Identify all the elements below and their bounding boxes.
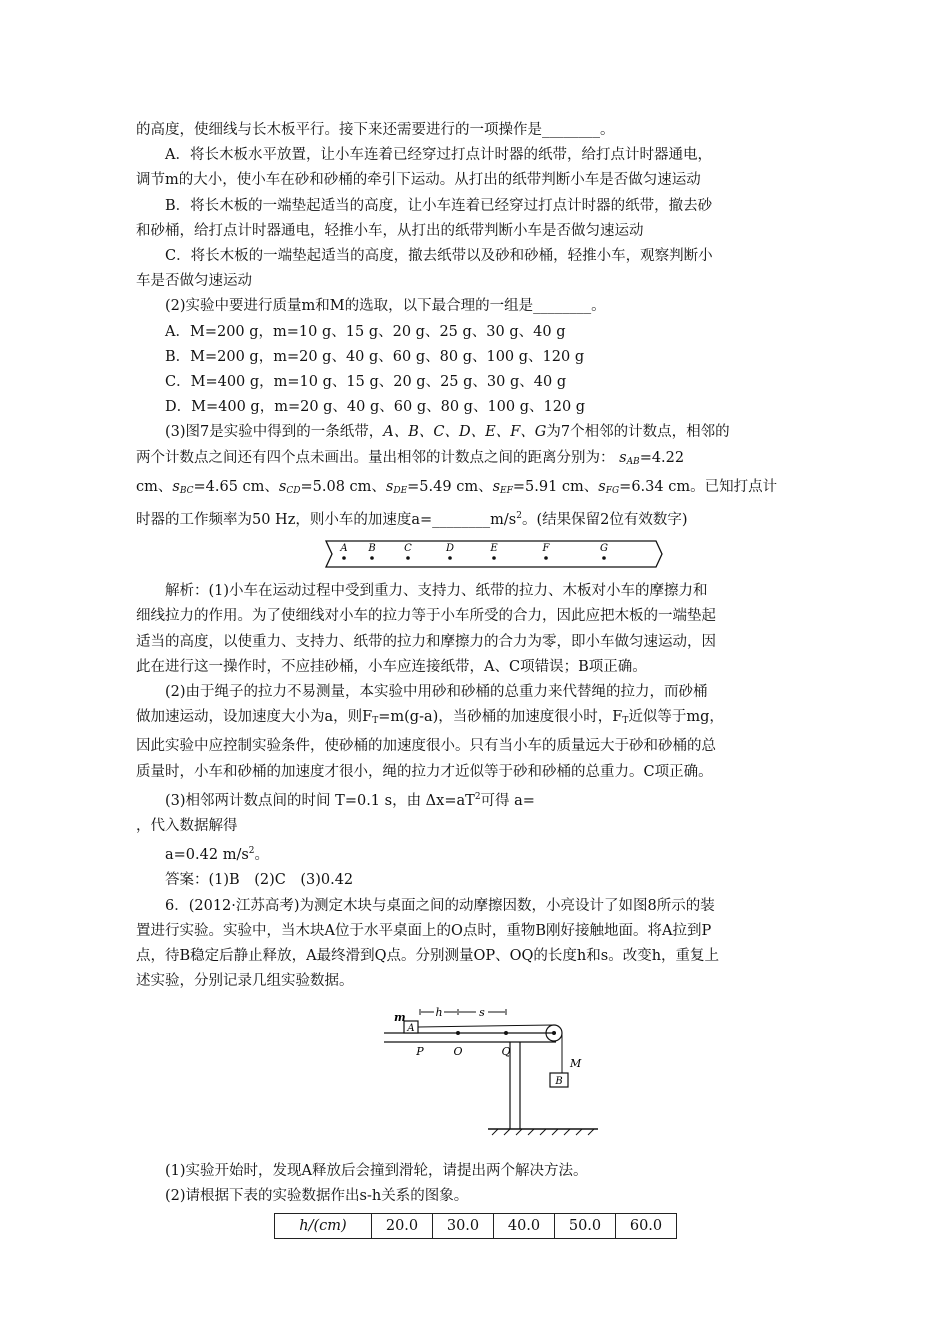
q5-part3-points: A、B、C、D、E、F、G (383, 424, 547, 441)
table-row (275, 1213, 677, 1238)
q5-part2-option-b: B．M=200 g，m=20 g、40 g、60 g、80 g、100 g、120 g (165, 348, 585, 365)
sq-2: 2 (516, 511, 522, 522)
s-bc-sub: BC (179, 485, 194, 496)
analysis-2-line-1: (2)由于绳子的拉力不易测量，本实验中用砂和砂桶的总重力来代替绳的拉力，而砂桶 (165, 684, 708, 701)
point-o (456, 1031, 460, 1035)
paper-tape-svg (136, 537, 816, 571)
analysis-1-line-4: 此在进行这一操作时，不应挂砂桶，小车应连接纸带，A、C项错误；B项正确。 (136, 658, 647, 675)
label-s: s (479, 1005, 485, 1019)
tape-label-d: D (445, 543, 455, 555)
analysis-2-text-a: 做加速运动，设加速度大小为a，则F (136, 709, 373, 726)
q6-line-2: 置进行实验。实验中，当木块A位于水平桌面上的O点时，重物B刚好接触地面。将A拉到P (136, 922, 712, 939)
analysis-3-text-b: 可得 a= (480, 792, 535, 809)
analysis-3-result: a=0.42 m/s (165, 847, 249, 864)
analysis-1-line-2: 细线拉力的作用。为了使细线对小车的拉力等于小车所受的合力，因此应把木板的一端垫起 (136, 608, 716, 625)
q6-line-1: 6．(2012·江苏高考)为测定木块与桌面之间的动摩擦因数，小亮设计了如图8所示的装 (165, 897, 715, 914)
analysis-2-text-b: =m(g-a)，当砂桶的加速度很小时，F (378, 709, 623, 726)
q5-part2: (2)实验中要进行质量m和M的选取，以下最合理的一组是________。 (165, 298, 606, 315)
table-header-h (275, 1213, 372, 1238)
s-ab-value: =4.22 (639, 449, 685, 466)
sub-t1: T (372, 716, 379, 727)
analysis-3-text-a: (3)相邻两计数点间的时间 T=0.1 s，由 Δx=aT (165, 792, 475, 809)
analysis-1-line-1: 解析：(1)小车在运动过程中受到重力、支持力、纸带的拉力、木板对小车的摩擦力和 (165, 583, 708, 600)
q5-part3-line-2: 两个计数点之间还有四个点未画出。量出相邻的计数点之间的距离分别为： $s_{AB}=4.22$ (136, 449, 685, 467)
s-fg-sub: FG (605, 485, 620, 496)
q5-part3-text-c: 为7个相邻的计数点，相邻的 (546, 424, 730, 441)
s-ab-unit: cm、 (136, 478, 173, 495)
tape-label-a: A (340, 543, 348, 555)
table-header-text: h/(cm) (299, 1217, 347, 1234)
analysis-1-line-3: 适当的高度，以使重力、支持力、纸带的拉力和摩擦力的合力为零，即小车做匀速运动，因 (136, 633, 716, 650)
analysis-3-end: 。 (254, 847, 269, 864)
tape-point-c (406, 556, 410, 560)
q6-sub-2: (2)请根据下表的实验数据作出s-h关系的图象。 (165, 1187, 469, 1204)
q5-option-c-2: 车是否做匀速运动 (136, 273, 252, 290)
table-cell: 50.0 (555, 1213, 616, 1238)
analysis-2-line-3: 因此实验中应控制实验条件，使砂桶的加速度很小。只有当小车的质量远大于砂和砂桶的总 (136, 738, 716, 755)
tape-label-c: C (404, 543, 412, 555)
q5-option-b-2: 和砂桶，给打点计时器通电，轻推小车，从打出的纸带判断小车是否做匀速运动 (136, 222, 644, 239)
label-p: P (416, 1044, 424, 1058)
s-bc-value: =4.65 cm、 (193, 478, 279, 495)
q5-part3-text-4b: 。(结果保留2位有效数字) (521, 512, 688, 529)
s-fg-value: =6.34 cm。已知打点计 (619, 478, 778, 495)
label-m-big: M (570, 1056, 582, 1070)
s-ef-sub: EF (500, 485, 513, 496)
table-cell: 40.0 (494, 1213, 555, 1238)
s-de-value: =5.49 cm、 (407, 478, 493, 495)
s-cd-sub: CD (286, 485, 301, 496)
s-ab-sub: AB (626, 456, 640, 467)
q6-line-4: 述实验，分别记录几组实验数据。 (136, 973, 354, 990)
analysis-3-line-1 (136, 785, 816, 814)
q5-part3-text-a: (3)图7是实验中得到的一条纸带， (165, 424, 384, 441)
label-m: m (394, 1010, 406, 1024)
string-horizontal (418, 1025, 554, 1027)
tape-label-e: E (490, 543, 498, 555)
analysis-3-line-2: ，代入数据解得 (136, 818, 238, 835)
q6-line-3: 点，待B稳定后静止释放，A最终滑到Q点。分别测量OP、OQ的长度h和s。改变h，重复上 (136, 948, 720, 965)
answer-line: 答案：(1)B (2)C (3)0.42 (165, 872, 354, 889)
tape-point-a (342, 556, 346, 560)
ground-hatch (492, 1129, 594, 1135)
label-q: Q (501, 1044, 511, 1058)
q5-option-a-2: 调节m的大小，使小车在砂和砂桶的牵引下运动。从打出的纸带判断小车是否做匀速运动 (136, 172, 701, 189)
tape-label-f: F (542, 543, 550, 555)
q5-part3-text-4: 时器的工作频率为50 Hz，则小车的加速度a=________m/s (136, 512, 517, 529)
q5-part3-text-2: 两个计数点之间还有四个点未画出。量出相邻的计数点之间的距离分别为： (136, 449, 615, 466)
data-table (274, 1213, 677, 1239)
analysis-2-text-c: 近似等于mg， (628, 709, 724, 726)
q5-option-a-1: A．将长木板水平放置，让小车连着已经穿过打点计时器的纸带，给打点计时器通电， (165, 147, 712, 164)
tape-point-d (448, 556, 452, 560)
table-cell: 60.0 (616, 1213, 677, 1238)
point-q (504, 1031, 508, 1035)
label-a: A (407, 1022, 415, 1034)
analysis-3-line-3 (136, 839, 816, 868)
label-b: B (555, 1075, 563, 1087)
table-cell: 30.0 (433, 1213, 494, 1238)
s-cd-value: =5.08 cm、 (300, 478, 386, 495)
analysis-2-line-2 (136, 705, 816, 734)
tape-point-e (492, 556, 496, 560)
s-ef-value: =5.91 cm、 (512, 478, 599, 495)
tape-point-b (370, 556, 374, 560)
q5-part3-line-3: cm、$s_{BC}=4.65$ cm、$s_{CD}=5.08$ cm、$s_{DE}=5.49$ cm、$s_{EF}=5.91$ cm、$s_{FG}=6.34$ cm。已知打点计 (136, 478, 778, 496)
analysis-2-line-4: 质量时，小车和砂桶的加速度才很小，绳的拉力才近似等于砂和砂桶的总重力。C项正确。 (136, 763, 713, 780)
q5-part2-option-c: C．M=400 g，m=10 g、15 g、20 g、25 g、30 g、40 g (165, 374, 567, 391)
label-h: h (435, 1005, 443, 1019)
q6-sub-1: (1)实验开始时，发现A释放后会撞到滑轮，请提出两个解决方法。 (165, 1162, 588, 1179)
q5-part2-option-a: A．M=200 g，m=10 g、15 g、20 g、25 g、30 g、40 g (165, 323, 566, 340)
document-page (136, 118, 816, 1239)
sq-2b: 2 (474, 791, 481, 802)
apparatus-svg (136, 999, 816, 1149)
q5-option-c-1: C．将长木板的一端垫起适当的高度，撤去纸带以及砂和砂桶，轻推小车，观察判断小 (165, 248, 713, 265)
q5-part3-line-1 (136, 420, 816, 445)
sq-2c: 2 (248, 846, 255, 857)
q5-part2-option-d: D．M=400 g，m=20 g、40 g、60 g、80 g、100 g、120 g (165, 399, 586, 416)
apparatus-figure (136, 999, 816, 1149)
tape-points-group (339, 543, 608, 560)
q5-option-b-1: B．将长木板的一端垫起适当的高度，让小车连着已经穿过打点计时器的纸带，撤去砂 (165, 197, 713, 214)
pulley-axle (552, 1031, 556, 1035)
tape-label-b: B (368, 543, 376, 555)
tape-point-g (602, 556, 606, 560)
tape-label-g: G (600, 543, 608, 555)
q5-part3-line-4 (136, 504, 816, 533)
tape-point-f (544, 556, 548, 560)
label-o: O (453, 1044, 463, 1058)
s-de-sub: DE (393, 485, 408, 496)
q5-line-1: 的高度，使细线与长木板平行。接下来还需要进行的一项操作是________。 (136, 122, 615, 138)
sub-t2: T (622, 716, 629, 727)
table-cell: 20.0 (372, 1213, 433, 1238)
paper-tape-figure (136, 537, 816, 571)
